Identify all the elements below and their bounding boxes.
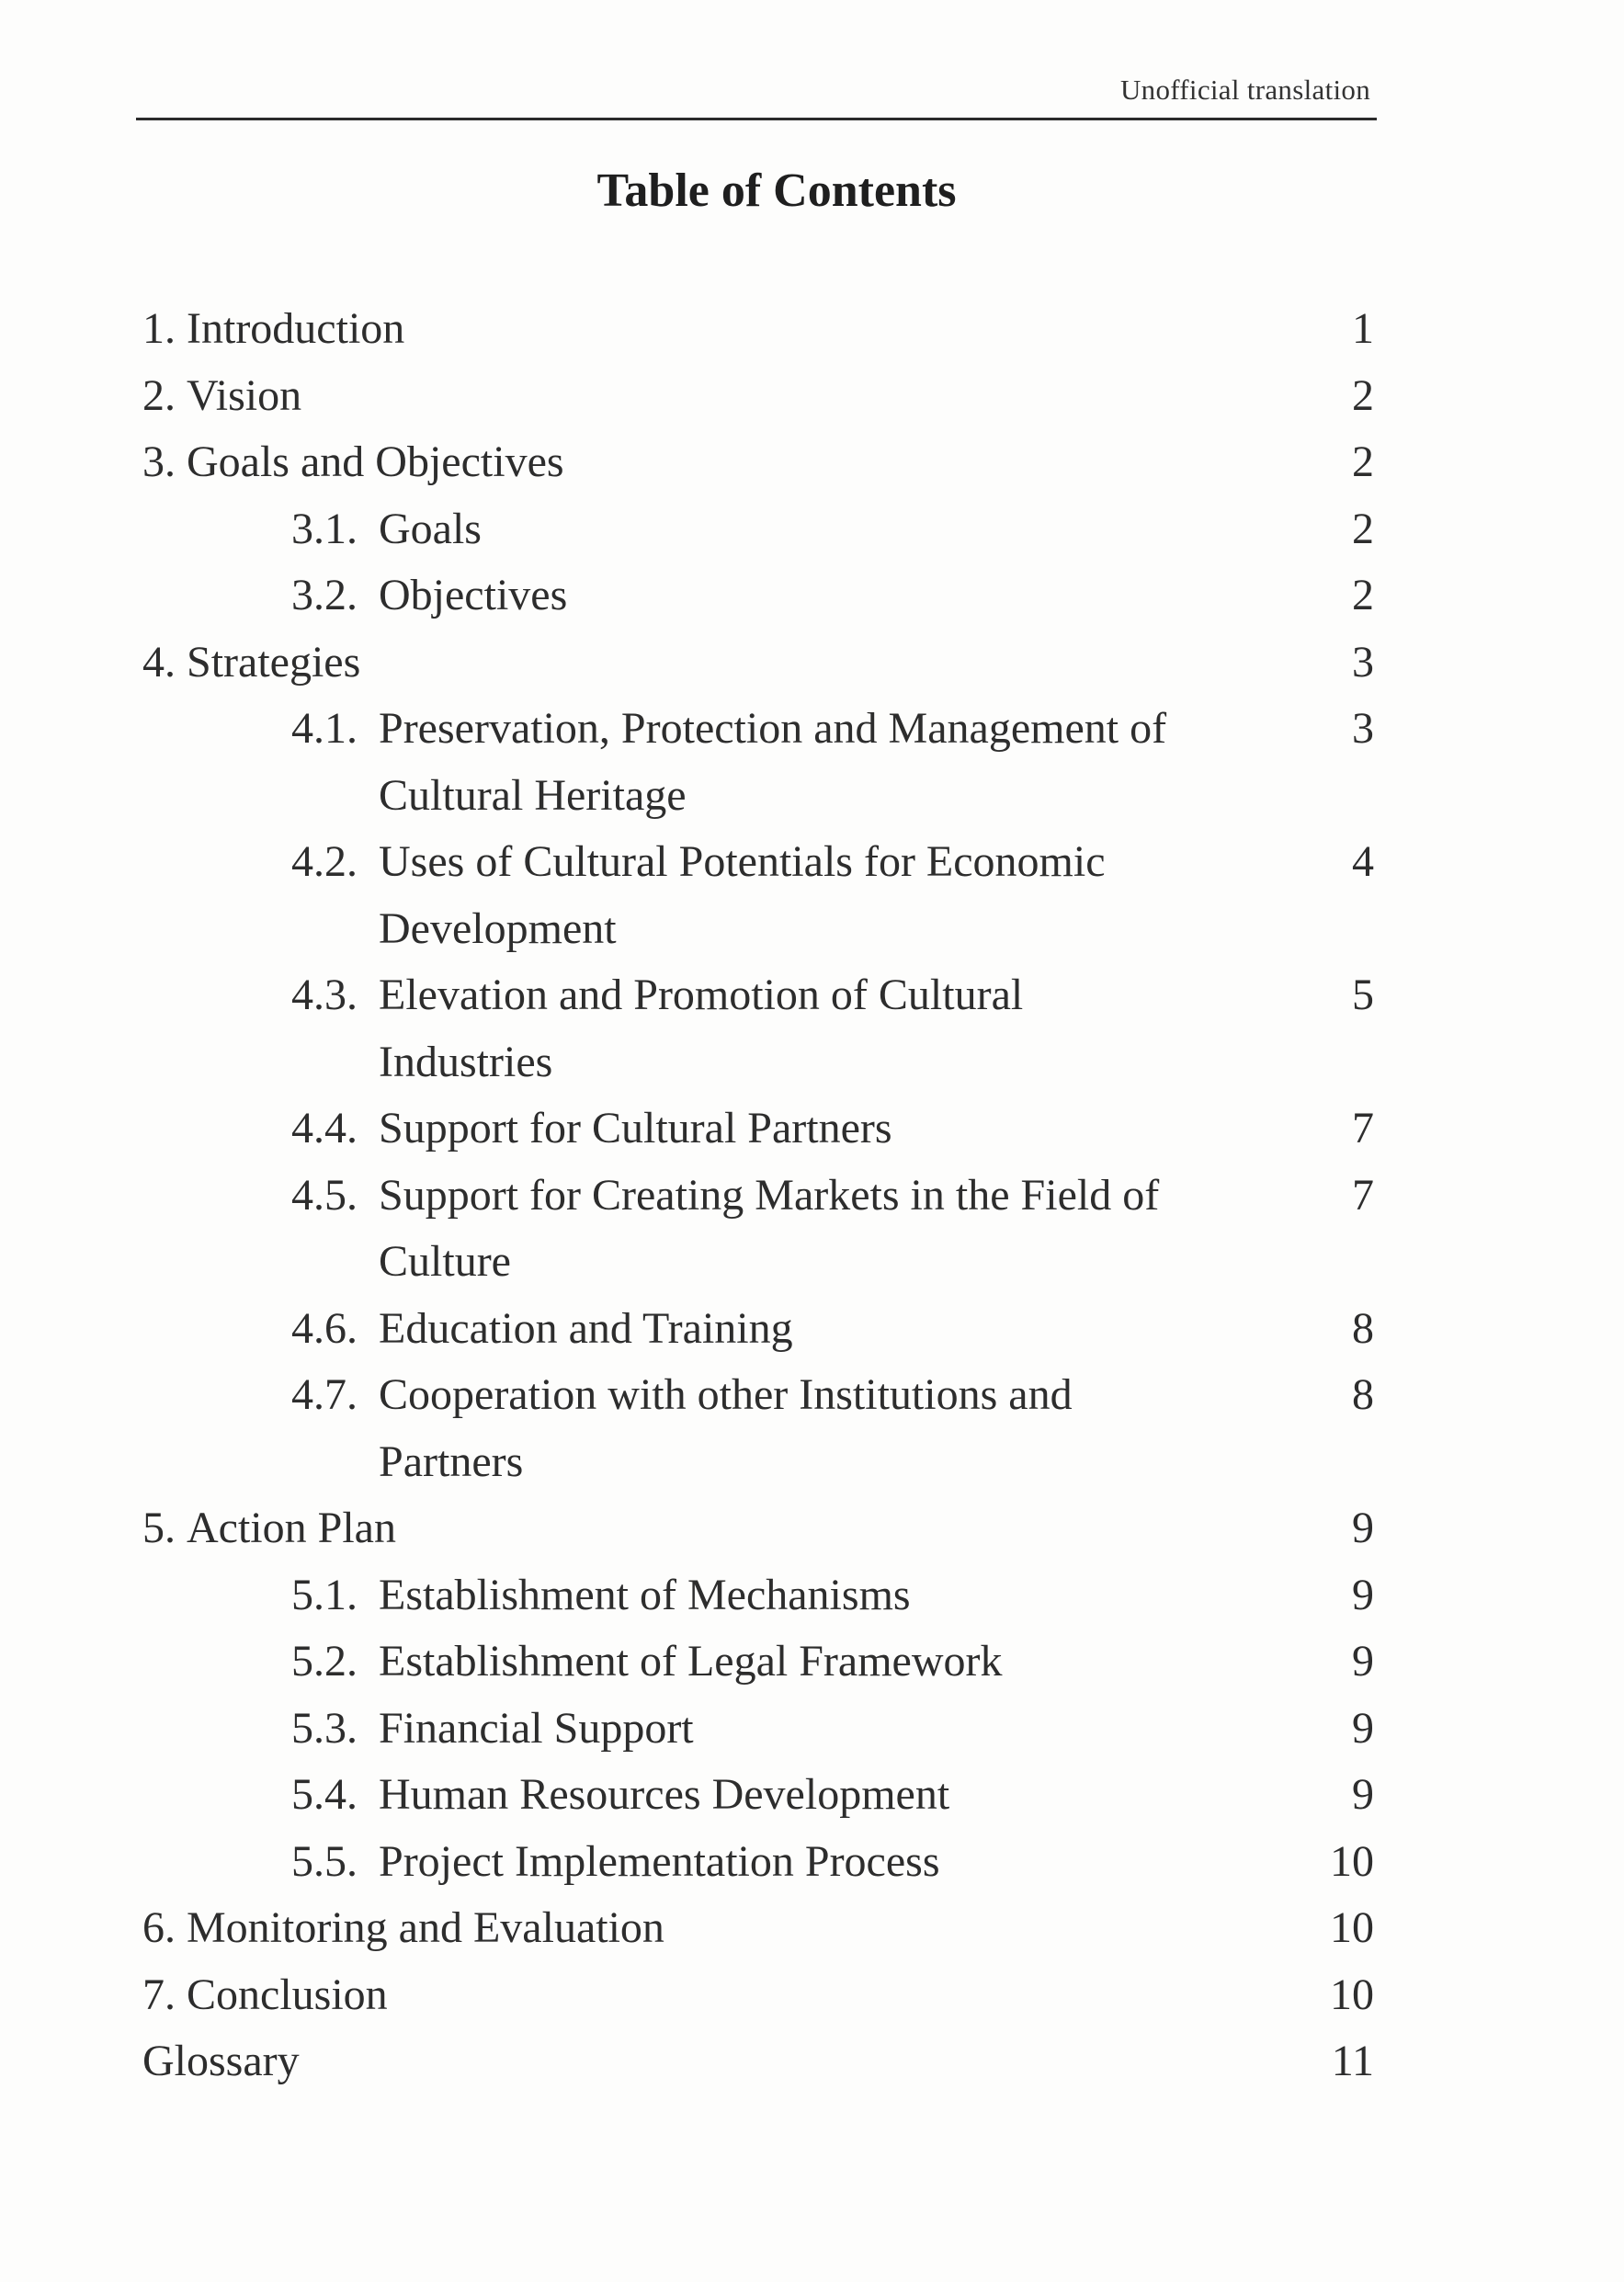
- toc-entry-label: Vision: [187, 370, 302, 420]
- toc-entry-page-number: 8: [1352, 1303, 1374, 1353]
- toc-entry-text: [142, 1096, 1264, 1163]
- toc-entry[interactable]: [142, 1696, 1374, 1763]
- header-note: Unofficial translation: [1119, 74, 1370, 106]
- toc-entry-label: Cooperation with other Institutions and Partners: [379, 1370, 1073, 1486]
- toc-entry-text: [142, 1562, 1264, 1629]
- toc-entry-page-number: 2: [1352, 437, 1374, 486]
- toc-entry-page-number: 2: [1352, 504, 1374, 553]
- toc-entry-page-number: 5: [1352, 971, 1374, 1019]
- toc-entry-number: 5.3.: [291, 1703, 358, 1753]
- toc-entry-number: 2.: [142, 370, 176, 420]
- toc-entry-number: 5.1.: [291, 1570, 358, 1619]
- toc-entry-number: 4.6.: [291, 1303, 358, 1353]
- toc-entry-label: Establishment of Legal Framework: [379, 1637, 1003, 1686]
- toc-entry-page-number: 2: [1352, 370, 1374, 420]
- toc-entry-label: Monitoring and Evaluation: [187, 1903, 664, 1952]
- table-of-contents: [142, 296, 1374, 2095]
- toc-entry[interactable]: [142, 496, 1374, 563]
- toc-entry-page-number: 7: [1352, 1104, 1374, 1152]
- toc-entry-page-number: 4: [1352, 837, 1374, 886]
- toc-entry[interactable]: [142, 829, 1374, 962]
- toc-entry-label: Education and Training: [379, 1303, 793, 1353]
- toc-entry-text: [142, 1296, 1264, 1363]
- toc-entry[interactable]: [142, 1096, 1374, 1163]
- toc-entry-text: [142, 296, 1264, 363]
- toc-entry-number: 4.5.: [291, 1170, 358, 1220]
- toc-entry-label: Preservation, Protection and Management of Cultural Heritage: [379, 704, 1167, 820]
- toc-entry-label: Financial Support: [379, 1703, 694, 1753]
- toc-entry[interactable]: [142, 1829, 1374, 1896]
- toc-entry[interactable]: [142, 562, 1374, 630]
- toc-entry-number: 3.: [142, 437, 176, 486]
- toc-entry-number: 4.1.: [291, 704, 358, 753]
- toc-entry-page-number: 10: [1330, 1903, 1374, 1952]
- toc-entry-page-number: 10: [1330, 1836, 1374, 1886]
- page-title: Table of Contents: [596, 165, 957, 217]
- toc-entry[interactable]: [142, 1762, 1374, 1829]
- toc-entry-label: Human Resources Development: [379, 1770, 950, 1819]
- toc-entry-page-number: 9: [1352, 1703, 1374, 1753]
- toc-entry-text: [142, 1163, 1264, 1296]
- toc-entry-page-number: 1: [1352, 304, 1374, 353]
- toc-entry-page-number: 9: [1352, 1570, 1374, 1619]
- toc-entry-number: 7.: [142, 1970, 176, 2019]
- toc-entry-text: [142, 1696, 1264, 1763]
- toc-entry-number: 6.: [142, 1903, 176, 1952]
- toc-entry[interactable]: [142, 1495, 1374, 1562]
- toc-entry-page-number: 11: [1331, 2037, 1374, 2085]
- toc-entry-label: Goals and Objectives: [187, 437, 564, 486]
- toc-entry-label: Support for Creating Markets in the Field of Culture: [379, 1170, 1160, 1286]
- toc-entry-text: [142, 1829, 1264, 1896]
- toc-entry[interactable]: [142, 1163, 1374, 1296]
- toc-entry-text: [142, 696, 1264, 829]
- toc-entry-label: Introduction: [187, 304, 405, 353]
- toc-entry-page-number: 8: [1352, 1370, 1374, 1419]
- toc-entry-text: [142, 1362, 1264, 1495]
- toc-entry-number: 3.2.: [291, 571, 358, 619]
- toc-entry-number: 4.: [142, 637, 176, 687]
- toc-entry[interactable]: [142, 630, 1374, 697]
- toc-entry[interactable]: [142, 1962, 1374, 2029]
- toc-entry-text: [142, 1962, 1264, 2029]
- toc-entry-label: Elevation and Promotion of Cultural Industries: [379, 971, 1024, 1086]
- toc-entry-text: [142, 630, 1264, 697]
- toc-entry-label: Action Plan: [187, 1504, 396, 1552]
- toc-entry-text: [142, 562, 1264, 630]
- toc-entry-number: 3.1.: [291, 504, 358, 553]
- toc-entry-text: [142, 2028, 1264, 2095]
- toc-entry[interactable]: [142, 296, 1374, 363]
- toc-entry-number: 4.2.: [291, 837, 358, 886]
- toc-entry-number: 4.4.: [291, 1104, 358, 1152]
- toc-entry-label: Establishment of Mechanisms: [379, 1570, 911, 1619]
- toc-entry-number: 4.3.: [291, 971, 358, 1019]
- toc-entry-label: Project Implementation Process: [379, 1836, 940, 1886]
- toc-entry-label: Goals: [379, 504, 482, 553]
- toc-entry-text: [142, 829, 1264, 962]
- toc-entry[interactable]: [142, 696, 1374, 829]
- toc-entry-text: [142, 1762, 1264, 1829]
- toc-entry-label: Conclusion: [187, 1970, 388, 2019]
- toc-entry-number: 5.4.: [291, 1770, 358, 1819]
- toc-entry-page-number: 10: [1330, 1970, 1374, 2019]
- toc-entry-label: Strategies: [187, 637, 361, 687]
- toc-entry-text: [142, 962, 1264, 1096]
- toc-entry-text: [142, 496, 1264, 563]
- toc-entry-number: 5.: [142, 1504, 176, 1552]
- toc-entry-label: Uses of Cultural Potentials for Economic Development: [379, 837, 1106, 953]
- toc-entry[interactable]: [142, 2028, 1374, 2095]
- toc-entry-label: Support for Cultural Partners: [379, 1104, 892, 1152]
- toc-entry-page-number: 7: [1352, 1170, 1374, 1220]
- toc-entry-text: [142, 1629, 1264, 1696]
- toc-entry-number: 5.2.: [291, 1637, 358, 1686]
- toc-entry[interactable]: [142, 1629, 1374, 1696]
- toc-entry-number: 1.: [142, 304, 176, 353]
- header-rule: [136, 118, 1377, 120]
- toc-entry[interactable]: [142, 1895, 1374, 1962]
- toc-entry-page-number: 9: [1352, 1504, 1374, 1552]
- toc-entry[interactable]: [142, 1296, 1374, 1363]
- toc-entry-label: Objectives: [379, 571, 568, 619]
- toc-entry[interactable]: [142, 962, 1374, 1096]
- toc-entry[interactable]: [142, 429, 1374, 496]
- toc-entry-number: 5.5.: [291, 1836, 358, 1886]
- toc-entry-label: Glossary: [142, 2037, 300, 2085]
- toc-entry-page-number: 3: [1352, 704, 1374, 753]
- toc-entry-page-number: 2: [1352, 571, 1374, 619]
- toc-entry-text: [142, 363, 1264, 430]
- toc-entry-text: [142, 429, 1264, 496]
- toc-entry-text: [142, 1895, 1264, 1962]
- toc-entry[interactable]: [142, 1362, 1374, 1495]
- toc-entry-page-number: 9: [1352, 1770, 1374, 1819]
- toc-entry-page-number: 3: [1352, 637, 1374, 687]
- toc-entry[interactable]: [142, 1562, 1374, 1629]
- toc-entry-page-number: 9: [1352, 1637, 1374, 1686]
- toc-entry-text: [142, 1495, 1264, 1562]
- toc-entry[interactable]: [142, 363, 1374, 430]
- toc-entry-number: 4.7.: [291, 1370, 358, 1419]
